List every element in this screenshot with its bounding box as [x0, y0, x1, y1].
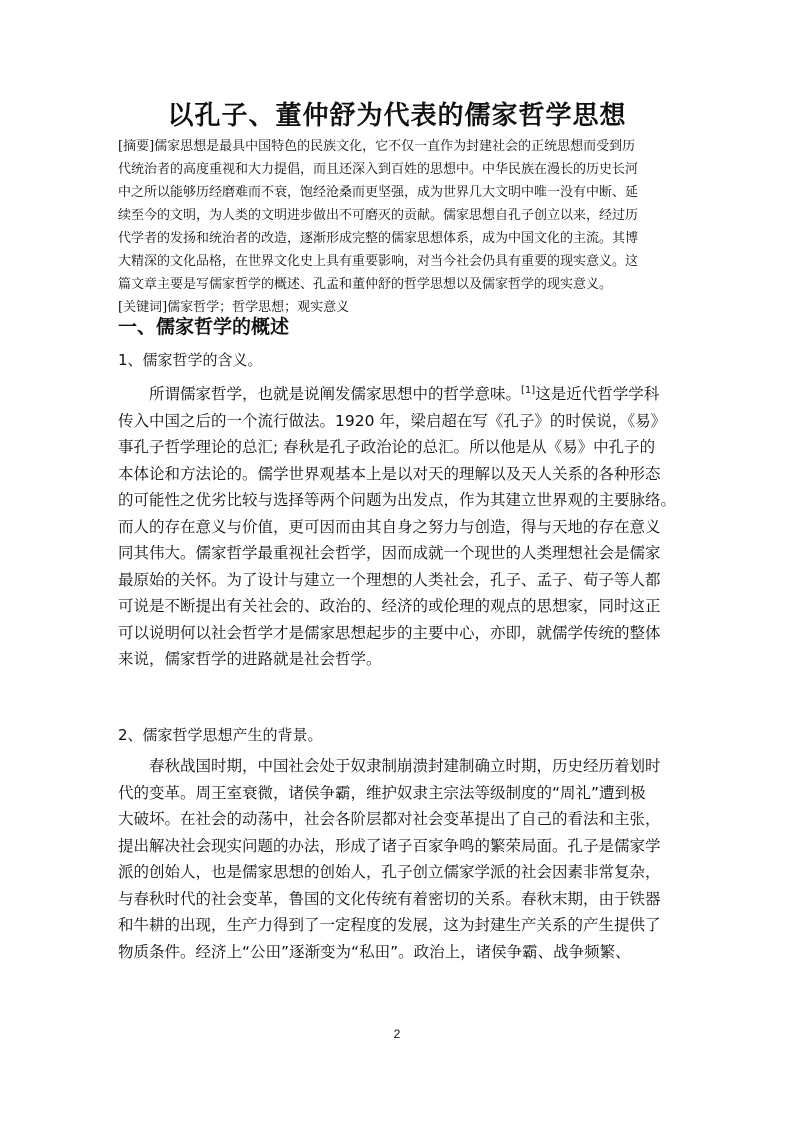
document-title: 以孔子、董仲舒为代表的儒家哲学思想	[167, 101, 627, 131]
paragraph-line: 来说，儒家哲学的进路就是社会哲学。	[118, 650, 382, 669]
paragraph-line: 可说是不断提出有关社会的、政治的、经济的或伦理的观点的思想家，同时这正	[118, 597, 661, 616]
abstract-line: 大精深的文化品格，在世界文化史上具有重要影响，对当今社会仍具有重要的现实意义。这	[118, 254, 639, 269]
paragraph-line: 春秋战国时期，中国社会处于奴隶制崩溃封建制确立时期，历史经历着划时	[149, 757, 661, 775]
paragraph-line: 传入中国之后的一个流行做法。1920 年，梁启超在写《孔子》的时侯说，《易》	[118, 411, 667, 430]
paragraph-line: 大破坏。在社会的动荡中，社会各阶层都对社会变革提出了自己的看法和主张，	[118, 810, 661, 828]
paragraph-line: 提出解决社会现实问题的办法，形成了诸子百家争鸣的繁荣局面。孔子是儒家学	[118, 836, 661, 855]
page-number: 2	[393, 1027, 401, 1041]
paragraph-meaning	[118, 378, 680, 673]
section-heading: 一、儒家哲学的概述	[118, 316, 290, 338]
paragraph-background	[118, 753, 680, 965]
footnote-ref[interactable]: [1]	[521, 385, 536, 396]
paragraph-line: 的可能性之优劣比较与选择等两个问题为出发点，作为其建立世界观的主要脉络。	[118, 491, 677, 510]
abstract-line: 中之所以能够历经磨难而不衰，饱经沧桑而更坚强，成为世界几大文明中唯一没有中断、延	[118, 185, 639, 200]
paragraph-line	[118, 378, 680, 408]
abstract-line: 续至今的文明，为人类的文明进步做出不可磨灭的贡献。儒家思想自孔子创立以来，经过历	[118, 208, 639, 223]
paragraph-line: 最原始的关怀。为了设计与建立一个理想的人类社会，孔子、孟子、荀子等人都	[118, 570, 661, 589]
subsection-heading-2: 2、儒家哲学思想产生的背景。	[118, 726, 323, 744]
paragraph-line: 代的变革。周王室衰微，诸侯争霸，维护奴隶主宗法等级制度的“周礼”遭到极	[118, 783, 646, 802]
abstract-line: 代学者的发扬和统治者的改造，逐渐形成完整的儒家思想体系，成为中国文化的主流。其博	[118, 231, 639, 246]
paragraph-line: 事孔子哲学理论的总汇; 春秋是孔子政治论的总汇。所以他是从《易》中孔子的	[118, 438, 656, 457]
abstract-line: 代统治者的高度重视和大力提倡，而且还深入到百姓的思想中。中华民族在漫长的历史长河	[118, 162, 639, 177]
abstract-block	[118, 135, 678, 319]
paragraph-line: 派的创始人，也是儒家思想的创始人，孔子创立儒家学派的社会因素非常复杂，	[118, 863, 661, 881]
paragraph-line: 而人的存在意义与价值，更可因而由其自身之努力与创造，得与天地的存在意义	[118, 517, 661, 536]
keywords-line: [关键词]儒家哲学；哲学思想；观实意义	[118, 300, 350, 315]
paragraph-line: 与春秋时代的社会变革，鲁国的文化传统有着密切的关系。春秋末期，由于铁器	[118, 889, 661, 908]
paragraph-line: 同其伟大。儒家哲学最重视社会哲学，因而成就一个现世的人类理想社会是儒家	[118, 544, 661, 563]
paragraph-line: 和牛耕的出现，生产力得到了一定程度的发展，这为封建生产关系的产生提供了	[118, 916, 661, 934]
paragraph-line: 本体论和方法论的。儒学世界观基本上是以对天的理解以及天人关系的各种形态	[118, 464, 661, 483]
abstract-line: 篇文章主要是写儒家哲学的概述、孔孟和董仲舒的哲学思想以及儒家哲学的现实意义。	[118, 277, 613, 292]
paragraph-line: 可以说明何以社会哲学才是儒家思想起步的主要中心，亦即，就儒学传统的整体	[118, 623, 661, 642]
paragraph-text: 所谓儒家哲学，也就是说阐发儒家思想中的哲学意味。	[149, 385, 522, 404]
abstract-line: [摘要]儒家思想是最具中国特色的民族文化，它不仅一直作为封建社会的正统思想而受到历	[118, 139, 636, 154]
subsection-heading-1: 1、儒家哲学的含义。	[118, 351, 263, 369]
paragraph-line: 物质条件。经济上“公田”逐渐变为“私田”。政治上，诸侯争霸、战争频繁、	[118, 942, 631, 961]
paragraph-text: 这是近代哲学学科	[535, 385, 660, 404]
